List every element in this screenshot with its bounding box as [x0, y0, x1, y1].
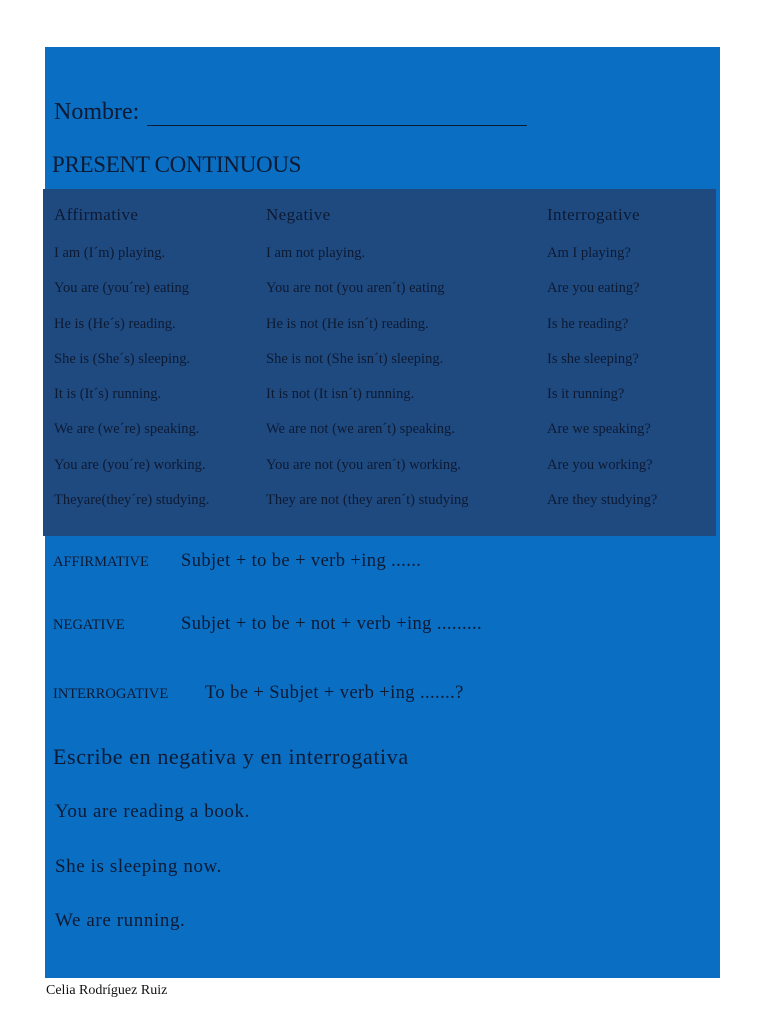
table-cell: She is (She´s) sleeping.: [54, 351, 191, 367]
table-cell: You are (you´re) working.: [54, 457, 206, 473]
column-header-affirmative: Affirmative: [54, 205, 139, 224]
table-cell: He is not (He isn´t) reading.: [266, 316, 429, 332]
table-cell: You are not (you aren´t) working.: [266, 457, 462, 473]
exercise-sentence: You are reading a book.: [55, 801, 250, 822]
formula-label: NEGATIVE: [53, 617, 125, 633]
formula-expression: To be + Subjet + verb +ing .......?: [205, 683, 464, 703]
formula-label: INTERROGATIVE: [53, 686, 169, 702]
table-cell: Is it running?: [547, 386, 625, 402]
table-cell: I am not playing.: [266, 245, 366, 261]
formula-negative: [53, 614, 482, 635]
formula-interrogative: [53, 683, 464, 704]
formula-expression: Subjet + to be + verb +ing ......: [181, 551, 422, 571]
table-cell: We are (we´re) speaking.: [54, 421, 200, 437]
worksheet-title: PRESENT CONTINUOUS: [52, 152, 302, 177]
table-cell: Is she sleeping?: [547, 351, 639, 367]
table-cell: She is not (She isn´t) sleeping.: [266, 351, 444, 367]
column-header-negative: Negative: [266, 205, 331, 224]
name-label: Nombre:: [54, 99, 140, 125]
table-cell: He is (He´s) reading.: [54, 316, 176, 332]
table-cell: They are not (they aren´t) studying: [266, 492, 469, 508]
formula-expression: Subjet + to be + not + verb +ing .........: [181, 614, 483, 634]
table-cell: You are not (you aren´t) eating: [266, 280, 445, 296]
formula-label: AFFIRMATIVE: [53, 554, 149, 570]
table-cell: We are not (we aren´t) speaking.: [266, 421, 455, 437]
table-cell: It is (It´s) running.: [54, 386, 162, 402]
table-cell: Are they studying?: [547, 492, 658, 508]
exercise-sentence: We are running.: [55, 910, 186, 931]
table-cell: I am (I´m) playing.: [54, 245, 166, 261]
formula-affirmative: [53, 551, 421, 572]
name-field-row: [54, 97, 527, 126]
exercise-sentence: She is sleeping now.: [55, 856, 222, 877]
table-cell: Are we speaking?: [547, 421, 651, 437]
table-cell: Are you working?: [547, 457, 653, 473]
table-cell: Are you eating?: [547, 280, 640, 296]
exercise-instructions: Escribe en negativa y en interrogativa: [53, 744, 409, 769]
column-header-interrogative: Interrogative: [547, 205, 640, 224]
author-credit: Celia Rodríguez Ruiz: [46, 983, 168, 998]
table-cell: Am I playing?: [547, 245, 631, 261]
table-cell: Theyare(they´re) studying.: [54, 492, 210, 508]
name-blank-line: [147, 97, 527, 126]
table-cell: Is he reading?: [547, 316, 629, 332]
table-cell: It is not (It isn´t) running.: [266, 386, 415, 402]
table-cell: You are (you´re) eating: [54, 280, 190, 296]
